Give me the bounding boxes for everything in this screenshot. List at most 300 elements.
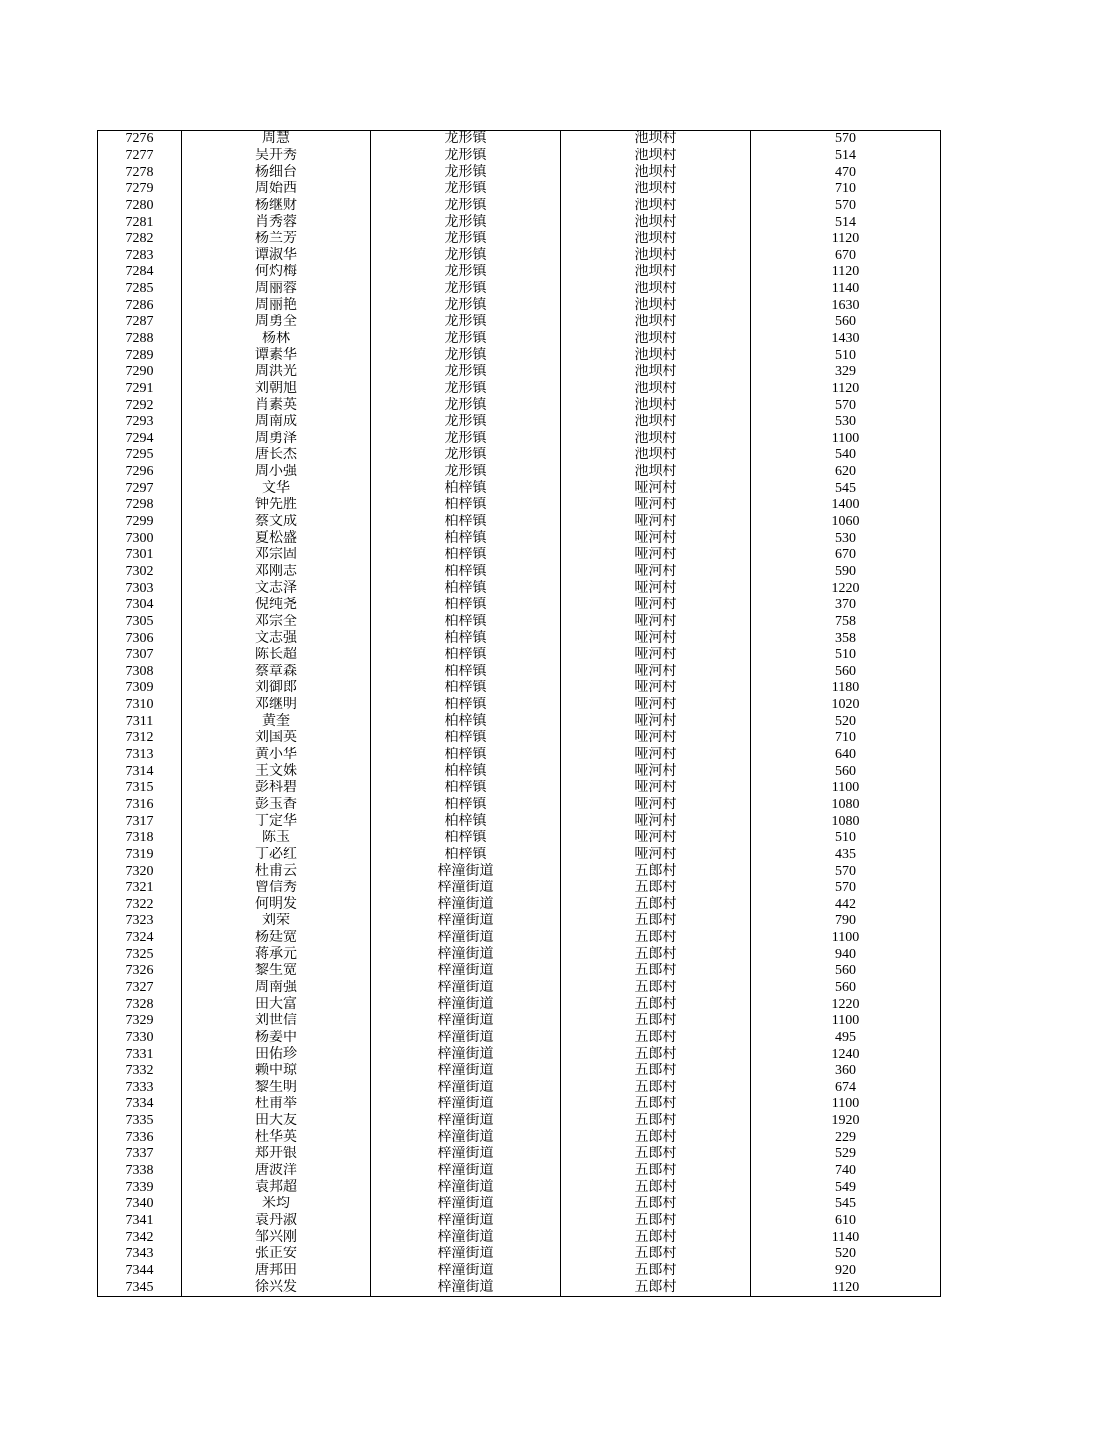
name-cell: 刘御郎 bbox=[182, 680, 371, 697]
row-number-cell: 7330 bbox=[98, 1030, 182, 1047]
village-cell: 哑河村 bbox=[561, 830, 751, 847]
village-cell: 池坝村 bbox=[561, 148, 751, 165]
village-cell: 五郎村 bbox=[561, 980, 751, 997]
village-cell: 哑河村 bbox=[561, 480, 751, 497]
village-cell: 哑河村 bbox=[561, 614, 751, 631]
village-cell: 哑河村 bbox=[561, 564, 751, 581]
village-cell: 哑河村 bbox=[561, 797, 751, 814]
amount-cell: 1140 bbox=[751, 281, 941, 298]
row-number-cell: 7337 bbox=[98, 1146, 182, 1163]
row-number-cell: 7334 bbox=[98, 1096, 182, 1113]
village-cell: 哑河村 bbox=[561, 730, 751, 747]
name-cell: 周丽艳 bbox=[182, 297, 371, 314]
town-cell: 龙形镇 bbox=[371, 381, 561, 398]
name-cell: 邓继明 bbox=[182, 697, 371, 714]
village-cell: 池坝村 bbox=[561, 464, 751, 481]
row-number-cell: 7329 bbox=[98, 1013, 182, 1030]
row-number-cell: 7312 bbox=[98, 730, 182, 747]
table-row bbox=[98, 813, 941, 830]
table-row bbox=[98, 547, 941, 564]
name-cell: 郑开银 bbox=[182, 1146, 371, 1163]
name-cell: 刘朝旭 bbox=[182, 381, 371, 398]
town-cell: 梓潼街道 bbox=[371, 1146, 561, 1163]
amount-cell: 1120 bbox=[751, 231, 941, 248]
name-cell: 丁定华 bbox=[182, 813, 371, 830]
name-cell: 杨兰芳 bbox=[182, 231, 371, 248]
name-cell: 彭玉香 bbox=[182, 797, 371, 814]
table-row bbox=[98, 431, 941, 448]
village-cell: 五郎村 bbox=[561, 1146, 751, 1163]
town-cell: 龙形镇 bbox=[371, 247, 561, 264]
amount-cell: 674 bbox=[751, 1080, 941, 1097]
village-cell: 池坝村 bbox=[561, 131, 751, 148]
village-cell: 池坝村 bbox=[561, 264, 751, 281]
row-number-cell: 7327 bbox=[98, 980, 182, 997]
row-number-cell: 7285 bbox=[98, 281, 182, 298]
village-cell: 池坝村 bbox=[561, 281, 751, 298]
amount-cell: 920 bbox=[751, 1263, 941, 1280]
row-number-cell: 7283 bbox=[98, 247, 182, 264]
amount-cell: 520 bbox=[751, 713, 941, 730]
table-row bbox=[98, 747, 941, 764]
amount-cell: 1120 bbox=[751, 264, 941, 281]
name-cell: 蒋承元 bbox=[182, 946, 371, 963]
row-number-cell: 7338 bbox=[98, 1163, 182, 1180]
table-row bbox=[98, 797, 941, 814]
town-cell: 柏梓镇 bbox=[371, 847, 561, 864]
table-row bbox=[98, 664, 941, 681]
name-cell: 丁必红 bbox=[182, 847, 371, 864]
row-number-cell: 7325 bbox=[98, 946, 182, 963]
row-number-cell: 7317 bbox=[98, 813, 182, 830]
name-cell: 陈长超 bbox=[182, 647, 371, 664]
town-cell: 柏梓镇 bbox=[371, 597, 561, 614]
name-cell: 邓刚志 bbox=[182, 564, 371, 581]
amount-cell: 529 bbox=[751, 1146, 941, 1163]
name-cell: 周始西 bbox=[182, 181, 371, 198]
row-number-cell: 7293 bbox=[98, 414, 182, 431]
table-row bbox=[98, 896, 941, 913]
town-cell: 柏梓镇 bbox=[371, 797, 561, 814]
row-number-cell: 7277 bbox=[98, 148, 182, 165]
amount-cell: 1430 bbox=[751, 331, 941, 348]
row-number-cell: 7343 bbox=[98, 1246, 182, 1263]
table-row bbox=[98, 730, 941, 747]
village-cell: 哑河村 bbox=[561, 514, 751, 531]
name-cell: 何明发 bbox=[182, 896, 371, 913]
village-cell: 哑河村 bbox=[561, 763, 751, 780]
name-cell: 周洪光 bbox=[182, 364, 371, 381]
amount-cell: 470 bbox=[751, 164, 941, 181]
town-cell: 梓潼街道 bbox=[371, 913, 561, 930]
row-number-cell: 7332 bbox=[98, 1063, 182, 1080]
amount-cell: 358 bbox=[751, 630, 941, 647]
amount-cell: 1120 bbox=[751, 381, 941, 398]
name-cell: 杨姜中 bbox=[182, 1030, 371, 1047]
town-cell: 梓潼街道 bbox=[371, 1229, 561, 1246]
name-cell: 田大友 bbox=[182, 1113, 371, 1130]
row-number-cell: 7304 bbox=[98, 597, 182, 614]
town-cell: 龙形镇 bbox=[371, 347, 561, 364]
amount-cell: 1060 bbox=[751, 514, 941, 531]
row-number-cell: 7335 bbox=[98, 1113, 182, 1130]
amount-cell: 710 bbox=[751, 730, 941, 747]
name-cell: 谭素华 bbox=[182, 347, 371, 364]
table-row bbox=[98, 647, 941, 664]
town-cell: 梓潼街道 bbox=[371, 1213, 561, 1230]
table-row bbox=[98, 946, 941, 963]
amount-cell: 940 bbox=[751, 946, 941, 963]
village-cell: 五郎村 bbox=[561, 913, 751, 930]
town-cell: 梓潼街道 bbox=[371, 1063, 561, 1080]
village-cell: 池坝村 bbox=[561, 381, 751, 398]
amount-cell: 570 bbox=[751, 397, 941, 414]
amount-cell: 510 bbox=[751, 830, 941, 847]
table-row bbox=[98, 1246, 941, 1263]
town-cell: 柏梓镇 bbox=[371, 763, 561, 780]
town-cell: 梓潼街道 bbox=[371, 1030, 561, 1047]
town-cell: 龙形镇 bbox=[371, 397, 561, 414]
name-cell: 袁丹淑 bbox=[182, 1213, 371, 1230]
row-number-cell: 7326 bbox=[98, 963, 182, 980]
row-number-cell: 7328 bbox=[98, 996, 182, 1013]
amount-cell: 570 bbox=[751, 863, 941, 880]
table-row bbox=[98, 1030, 941, 1047]
table-row bbox=[98, 381, 941, 398]
table-row bbox=[98, 847, 941, 864]
table-row bbox=[98, 614, 941, 631]
name-cell: 周丽蓉 bbox=[182, 281, 371, 298]
row-number-cell: 7284 bbox=[98, 264, 182, 281]
row-number-cell: 7324 bbox=[98, 930, 182, 947]
name-cell: 杜甫云 bbox=[182, 863, 371, 880]
row-number-cell: 7308 bbox=[98, 664, 182, 681]
amount-cell: 560 bbox=[751, 664, 941, 681]
village-cell: 五郎村 bbox=[561, 1196, 751, 1213]
name-cell: 文志泽 bbox=[182, 580, 371, 597]
town-cell: 龙形镇 bbox=[371, 281, 561, 298]
town-cell: 梓潼街道 bbox=[371, 980, 561, 997]
row-number-cell: 7333 bbox=[98, 1080, 182, 1097]
table-body bbox=[98, 131, 941, 1297]
village-cell: 五郎村 bbox=[561, 1246, 751, 1263]
village-cell: 池坝村 bbox=[561, 247, 751, 264]
name-cell: 唐邦田 bbox=[182, 1263, 371, 1280]
name-cell: 黄奎 bbox=[182, 713, 371, 730]
row-number-cell: 7279 bbox=[98, 181, 182, 198]
village-cell: 五郎村 bbox=[561, 1279, 751, 1296]
table-row bbox=[98, 281, 941, 298]
village-cell: 哑河村 bbox=[561, 713, 751, 730]
town-cell: 梓潼街道 bbox=[371, 946, 561, 963]
amount-cell: 1400 bbox=[751, 497, 941, 514]
table-row bbox=[98, 1279, 941, 1296]
amount-cell: 790 bbox=[751, 913, 941, 930]
row-number-cell: 7307 bbox=[98, 647, 182, 664]
name-cell: 王文姝 bbox=[182, 763, 371, 780]
row-number-cell: 7345 bbox=[98, 1279, 182, 1296]
table-row bbox=[98, 1080, 941, 1097]
amount-cell: 510 bbox=[751, 647, 941, 664]
town-cell: 梓潼街道 bbox=[371, 1179, 561, 1196]
table-row bbox=[98, 1263, 941, 1280]
amount-cell: 510 bbox=[751, 347, 941, 364]
town-cell: 柏梓镇 bbox=[371, 680, 561, 697]
name-cell: 夏松盛 bbox=[182, 530, 371, 547]
village-cell: 五郎村 bbox=[561, 1113, 751, 1130]
name-cell: 黎生明 bbox=[182, 1080, 371, 1097]
row-number-cell: 7309 bbox=[98, 680, 182, 697]
town-cell: 龙形镇 bbox=[371, 214, 561, 231]
table-row bbox=[98, 830, 941, 847]
name-cell: 袁邦超 bbox=[182, 1179, 371, 1196]
name-cell: 唐波洋 bbox=[182, 1163, 371, 1180]
name-cell: 徐兴发 bbox=[182, 1279, 371, 1296]
town-cell: 龙形镇 bbox=[371, 364, 561, 381]
amount-cell: 620 bbox=[751, 464, 941, 481]
town-cell: 柏梓镇 bbox=[371, 697, 561, 714]
row-number-cell: 7342 bbox=[98, 1229, 182, 1246]
town-cell: 龙形镇 bbox=[371, 464, 561, 481]
village-cell: 哑河村 bbox=[561, 647, 751, 664]
town-cell: 梓潼街道 bbox=[371, 1263, 561, 1280]
table-row bbox=[98, 397, 941, 414]
town-cell: 柏梓镇 bbox=[371, 480, 561, 497]
town-cell: 龙形镇 bbox=[371, 297, 561, 314]
village-cell: 哑河村 bbox=[561, 780, 751, 797]
amount-cell: 560 bbox=[751, 763, 941, 780]
amount-cell: 1100 bbox=[751, 1013, 941, 1030]
name-cell: 文志强 bbox=[182, 630, 371, 647]
village-cell: 哑河村 bbox=[561, 680, 751, 697]
amount-cell: 540 bbox=[751, 447, 941, 464]
amount-cell: 370 bbox=[751, 597, 941, 614]
village-cell: 五郎村 bbox=[561, 1080, 751, 1097]
town-cell: 梓潼街道 bbox=[371, 1246, 561, 1263]
table-row bbox=[98, 148, 941, 165]
village-cell: 池坝村 bbox=[561, 431, 751, 448]
town-cell: 梓潼街道 bbox=[371, 1279, 561, 1296]
village-cell: 哑河村 bbox=[561, 530, 751, 547]
name-cell: 吴开秀 bbox=[182, 148, 371, 165]
name-cell: 邓宗全 bbox=[182, 614, 371, 631]
row-number-cell: 7322 bbox=[98, 896, 182, 913]
table-row bbox=[98, 980, 941, 997]
amount-cell: 549 bbox=[751, 1179, 941, 1196]
amount-cell: 520 bbox=[751, 1246, 941, 1263]
row-number-cell: 7290 bbox=[98, 364, 182, 381]
town-cell: 梓潼街道 bbox=[371, 1080, 561, 1097]
town-cell: 梓潼街道 bbox=[371, 1013, 561, 1030]
table-row bbox=[98, 1063, 941, 1080]
name-cell: 周慧 bbox=[182, 131, 371, 148]
name-cell: 倪纯尧 bbox=[182, 597, 371, 614]
village-cell: 五郎村 bbox=[561, 1013, 751, 1030]
table-row bbox=[98, 314, 941, 331]
town-cell: 龙形镇 bbox=[371, 181, 561, 198]
table-row bbox=[98, 1146, 941, 1163]
amount-cell: 710 bbox=[751, 181, 941, 198]
table-row bbox=[98, 863, 941, 880]
village-cell: 池坝村 bbox=[561, 181, 751, 198]
table-row bbox=[98, 497, 941, 514]
name-cell: 张正安 bbox=[182, 1246, 371, 1263]
amount-cell: 545 bbox=[751, 1196, 941, 1213]
row-number-cell: 7294 bbox=[98, 431, 182, 448]
table-row bbox=[98, 1213, 941, 1230]
name-cell: 肖秀蓉 bbox=[182, 214, 371, 231]
name-cell: 周小强 bbox=[182, 464, 371, 481]
table-row bbox=[98, 364, 941, 381]
row-number-cell: 7281 bbox=[98, 214, 182, 231]
table-row bbox=[98, 564, 941, 581]
village-cell: 池坝村 bbox=[561, 231, 751, 248]
table-row bbox=[98, 913, 941, 930]
town-cell: 柏梓镇 bbox=[371, 813, 561, 830]
village-cell: 池坝村 bbox=[561, 214, 751, 231]
village-cell: 哑河村 bbox=[561, 813, 751, 830]
name-cell: 周勇泽 bbox=[182, 431, 371, 448]
town-cell: 梓潼街道 bbox=[371, 1046, 561, 1063]
village-cell: 五郎村 bbox=[561, 1063, 751, 1080]
village-cell: 五郎村 bbox=[561, 946, 751, 963]
amount-cell: 758 bbox=[751, 614, 941, 631]
table-row bbox=[98, 1013, 941, 1030]
table-row bbox=[98, 464, 941, 481]
amount-cell: 670 bbox=[751, 547, 941, 564]
amount-cell: 640 bbox=[751, 747, 941, 764]
village-cell: 哑河村 bbox=[561, 664, 751, 681]
table-row bbox=[98, 963, 941, 980]
table-row bbox=[98, 763, 941, 780]
row-number-cell: 7323 bbox=[98, 913, 182, 930]
row-number-cell: 7339 bbox=[98, 1179, 182, 1196]
name-cell: 周南强 bbox=[182, 980, 371, 997]
row-number-cell: 7291 bbox=[98, 381, 182, 398]
row-number-cell: 7315 bbox=[98, 780, 182, 797]
amount-cell: 530 bbox=[751, 530, 941, 547]
amount-cell: 1100 bbox=[751, 1096, 941, 1113]
amount-cell: 329 bbox=[751, 364, 941, 381]
village-cell: 哑河村 bbox=[561, 747, 751, 764]
amount-cell: 1080 bbox=[751, 797, 941, 814]
village-cell: 五郎村 bbox=[561, 1030, 751, 1047]
village-cell: 池坝村 bbox=[561, 198, 751, 215]
village-cell: 池坝村 bbox=[561, 164, 751, 181]
table-row bbox=[98, 1113, 941, 1130]
village-cell: 池坝村 bbox=[561, 447, 751, 464]
town-cell: 龙形镇 bbox=[371, 198, 561, 215]
name-cell: 蔡章森 bbox=[182, 664, 371, 681]
village-cell: 五郎村 bbox=[561, 863, 751, 880]
town-cell: 龙形镇 bbox=[371, 231, 561, 248]
village-cell: 池坝村 bbox=[561, 414, 751, 431]
town-cell: 梓潼街道 bbox=[371, 863, 561, 880]
table-row bbox=[98, 697, 941, 714]
table-row bbox=[98, 297, 941, 314]
town-cell: 柏梓镇 bbox=[371, 730, 561, 747]
row-number-cell: 7319 bbox=[98, 847, 182, 864]
row-number-cell: 7297 bbox=[98, 480, 182, 497]
town-cell: 柏梓镇 bbox=[371, 514, 561, 531]
name-cell: 刘世信 bbox=[182, 1013, 371, 1030]
amount-cell: 514 bbox=[751, 148, 941, 165]
row-number-cell: 7305 bbox=[98, 614, 182, 631]
town-cell: 柏梓镇 bbox=[371, 497, 561, 514]
town-cell: 梓潼街道 bbox=[371, 963, 561, 980]
name-cell: 刘国英 bbox=[182, 730, 371, 747]
amount-cell: 560 bbox=[751, 963, 941, 980]
amount-cell: 1100 bbox=[751, 930, 941, 947]
row-number-cell: 7296 bbox=[98, 464, 182, 481]
village-cell: 哑河村 bbox=[561, 697, 751, 714]
amount-cell: 1180 bbox=[751, 680, 941, 697]
town-cell: 龙形镇 bbox=[371, 131, 561, 148]
village-cell: 池坝村 bbox=[561, 347, 751, 364]
name-cell: 周南成 bbox=[182, 414, 371, 431]
table-row bbox=[98, 996, 941, 1013]
table-row bbox=[98, 880, 941, 897]
village-cell: 哑河村 bbox=[561, 547, 751, 564]
village-cell: 五郎村 bbox=[561, 1096, 751, 1113]
amount-cell: 1220 bbox=[751, 996, 941, 1013]
village-cell: 五郎村 bbox=[561, 963, 751, 980]
village-cell: 池坝村 bbox=[561, 297, 751, 314]
town-cell: 梓潼街道 bbox=[371, 1163, 561, 1180]
town-cell: 柏梓镇 bbox=[371, 713, 561, 730]
table-row bbox=[98, 1129, 941, 1146]
table-row bbox=[98, 1229, 941, 1246]
village-cell: 池坝村 bbox=[561, 331, 751, 348]
amount-cell: 1240 bbox=[751, 1046, 941, 1063]
town-cell: 柏梓镇 bbox=[371, 530, 561, 547]
table-row bbox=[98, 264, 941, 281]
amount-cell: 570 bbox=[751, 880, 941, 897]
name-cell: 黄小华 bbox=[182, 747, 371, 764]
table-row bbox=[98, 1096, 941, 1113]
town-cell: 柏梓镇 bbox=[371, 564, 561, 581]
table-row bbox=[98, 198, 941, 215]
name-cell: 谭淑华 bbox=[182, 247, 371, 264]
name-cell: 杨林 bbox=[182, 331, 371, 348]
village-cell: 五郎村 bbox=[561, 1263, 751, 1280]
town-cell: 柏梓镇 bbox=[371, 580, 561, 597]
row-number-cell: 7331 bbox=[98, 1046, 182, 1063]
amount-cell: 1120 bbox=[751, 1279, 941, 1296]
village-cell: 哑河村 bbox=[561, 497, 751, 514]
table-row bbox=[98, 181, 941, 198]
name-cell: 黎生宽 bbox=[182, 963, 371, 980]
amount-cell: 1630 bbox=[751, 297, 941, 314]
town-cell: 龙形镇 bbox=[371, 148, 561, 165]
amount-cell: 570 bbox=[751, 131, 941, 148]
town-cell: 梓潼街道 bbox=[371, 1129, 561, 1146]
name-cell: 曾信秀 bbox=[182, 880, 371, 897]
table-row bbox=[98, 231, 941, 248]
table-row bbox=[98, 164, 941, 181]
town-cell: 龙形镇 bbox=[371, 447, 561, 464]
row-number-cell: 7276 bbox=[98, 131, 182, 148]
row-number-cell: 7321 bbox=[98, 880, 182, 897]
amount-cell: 570 bbox=[751, 198, 941, 215]
name-cell: 邓宗固 bbox=[182, 547, 371, 564]
row-number-cell: 7278 bbox=[98, 164, 182, 181]
name-cell: 米均 bbox=[182, 1196, 371, 1213]
amount-cell: 530 bbox=[751, 414, 941, 431]
amount-cell: 514 bbox=[751, 214, 941, 231]
village-cell: 池坝村 bbox=[561, 314, 751, 331]
row-number-cell: 7295 bbox=[98, 447, 182, 464]
